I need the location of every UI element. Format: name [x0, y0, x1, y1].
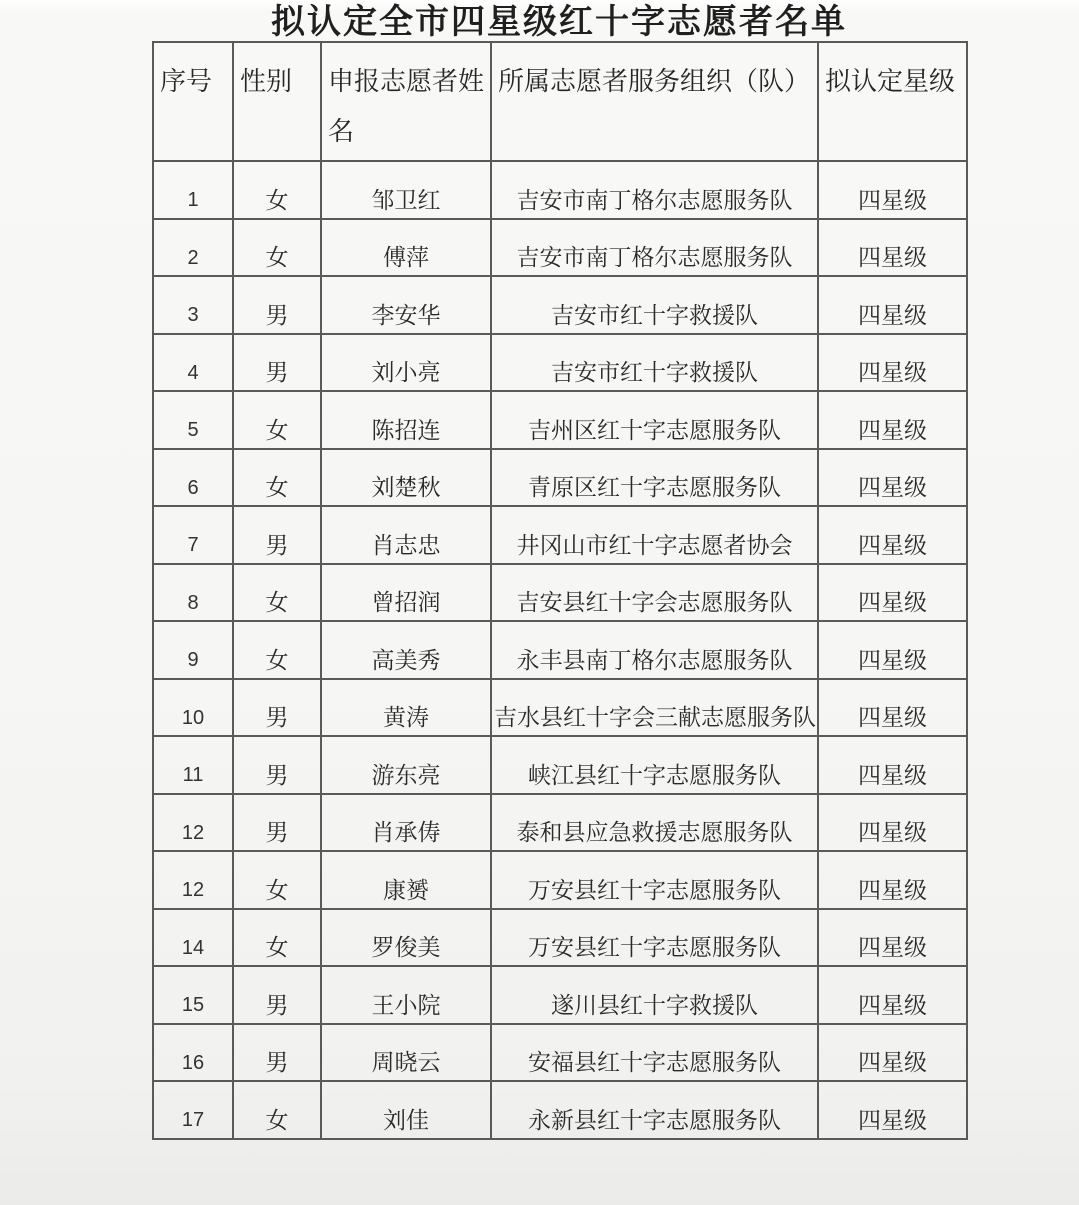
- table-cell-gender: 男: [233, 794, 321, 852]
- table-cell-serial: 12: [153, 794, 233, 852]
- table-cell-name: 刘楚秋: [321, 449, 491, 507]
- table-cell-star_level: 四星级: [818, 506, 967, 564]
- table-cell-name: 李安华: [321, 276, 491, 334]
- table-cell-gender: 女: [233, 1081, 321, 1139]
- table-cell-star_level: 四星级: [818, 966, 967, 1024]
- table-cell-star_level: 四星级: [818, 391, 967, 449]
- table-cell-gender: 男: [233, 1024, 321, 1082]
- table-cell-star_level: 四星级: [818, 334, 967, 392]
- table-cell-name: 邹卫红: [321, 161, 491, 219]
- table-cell-star_level: 四星级: [818, 564, 967, 622]
- table-cell-star_level: 四星级: [818, 161, 967, 219]
- table-row: [153, 506, 967, 564]
- table-cell-serial: 10: [153, 679, 233, 737]
- table-cell-star_level: 四星级: [818, 909, 967, 967]
- table-cell-serial: 17: [153, 1081, 233, 1139]
- table-row: [153, 966, 967, 1024]
- table-cell-organization: 井冈山市红十字志愿者协会: [491, 506, 818, 564]
- table-cell-gender: 男: [233, 506, 321, 564]
- table-cell-gender: 女: [233, 621, 321, 679]
- table-cell-serial: 11: [153, 736, 233, 794]
- table-row: [153, 1081, 967, 1139]
- table-row: [153, 909, 967, 967]
- table-cell-name: 陈招连: [321, 391, 491, 449]
- column-header: 申报志愿者姓名: [321, 42, 491, 161]
- table-cell-star_level: 四星级: [818, 794, 967, 852]
- table-cell-name: 刘佳: [321, 1081, 491, 1139]
- table-cell-gender: 女: [233, 161, 321, 219]
- table-row: [153, 334, 967, 392]
- table-cell-gender: 男: [233, 334, 321, 392]
- table-cell-star_level: 四星级: [818, 449, 967, 507]
- table-cell-serial: 1: [153, 161, 233, 219]
- table-row: [153, 621, 967, 679]
- table-cell-name: 黄涛: [321, 679, 491, 737]
- table-row: [153, 1024, 967, 1082]
- table-cell-name: 周晓云: [321, 1024, 491, 1082]
- table-cell-name: 曾招润: [321, 564, 491, 622]
- table-cell-star_level: 四星级: [818, 1024, 967, 1082]
- table-row: [153, 679, 967, 737]
- table-cell-name: 傅萍: [321, 219, 491, 277]
- table-row: [153, 276, 967, 334]
- table-row: [153, 736, 967, 794]
- table-cell-organization: 吉安市南丁格尔志愿服务队: [491, 219, 818, 277]
- table-cell-serial: 2: [153, 219, 233, 277]
- table-row: [153, 794, 967, 852]
- table-cell-serial: 3: [153, 276, 233, 334]
- table-cell-serial: 12: [153, 851, 233, 909]
- table-cell-serial: 6: [153, 449, 233, 507]
- column-header: 性别: [233, 42, 321, 161]
- table-cell-organization: 吉安市红十字救援队: [491, 334, 818, 392]
- table-cell-serial: 14: [153, 909, 233, 967]
- table-cell-serial: 7: [153, 506, 233, 564]
- table-cell-name: 游东亮: [321, 736, 491, 794]
- column-header: 所属志愿者服务组织（队）: [491, 42, 818, 161]
- table-cell-serial: 9: [153, 621, 233, 679]
- table-cell-organization: 遂川县红十字救援队: [491, 966, 818, 1024]
- table-cell-gender: 女: [233, 391, 321, 449]
- table-row: [153, 851, 967, 909]
- column-header: 序号: [153, 42, 233, 161]
- table-cell-organization: 吉安市南丁格尔志愿服务队: [491, 161, 818, 219]
- document-title: 拟认定全市四星级红十字志愿者名单: [271, 3, 847, 41]
- volunteer-roster-table: [152, 41, 968, 1140]
- table-cell-name: 肖承俦: [321, 794, 491, 852]
- table-row: [153, 161, 967, 219]
- table-cell-serial: 15: [153, 966, 233, 1024]
- header-row: [153, 42, 967, 161]
- table-cell-name: 刘小亮: [321, 334, 491, 392]
- table-cell-name: 康赟: [321, 851, 491, 909]
- table-cell-name: 罗俊美: [321, 909, 491, 967]
- table-cell-star_level: 四星级: [818, 736, 967, 794]
- table-cell-star_level: 四星级: [818, 851, 967, 909]
- table-header: [153, 42, 967, 161]
- table-cell-star_level: 四星级: [818, 276, 967, 334]
- table-row: [153, 391, 967, 449]
- table-cell-gender: 男: [233, 276, 321, 334]
- table-cell-gender: 女: [233, 909, 321, 967]
- table-cell-star_level: 四星级: [818, 1081, 967, 1139]
- table-cell-serial: 8: [153, 564, 233, 622]
- table-cell-gender: 男: [233, 966, 321, 1024]
- table-cell-name: 高美秀: [321, 621, 491, 679]
- table-cell-organization: 泰和县应急救援志愿服务队: [491, 794, 818, 852]
- table-cell-organization: 吉安市红十字救援队: [491, 276, 818, 334]
- table-cell-gender: 女: [233, 219, 321, 277]
- table-cell-organization: 安福县红十字志愿服务队: [491, 1024, 818, 1082]
- table-row: [153, 219, 967, 277]
- table-body: [153, 161, 967, 1139]
- table-cell-star_level: 四星级: [818, 621, 967, 679]
- table-cell-gender: 女: [233, 564, 321, 622]
- table-cell-gender: 男: [233, 679, 321, 737]
- table-cell-name: 肖志忠: [321, 506, 491, 564]
- table-row: [153, 449, 967, 507]
- table-cell-gender: 女: [233, 851, 321, 909]
- table-row: [153, 564, 967, 622]
- table-cell-serial: 4: [153, 334, 233, 392]
- column-header: 拟认定星级: [818, 42, 967, 161]
- table-cell-star_level: 四星级: [818, 679, 967, 737]
- table-cell-organization: 青原区红十字志愿服务队: [491, 449, 818, 507]
- table-cell-gender: 女: [233, 449, 321, 507]
- table-cell-organization: 吉安县红十字会志愿服务队: [491, 564, 818, 622]
- table-cell-organization: 万安县红十字志愿服务队: [491, 909, 818, 967]
- table-cell-organization: 永新县红十字志愿服务队: [491, 1081, 818, 1139]
- table-cell-name: 王小院: [321, 966, 491, 1024]
- table-cell-organization: 峡江县红十字志愿服务队: [491, 736, 818, 794]
- table-cell-serial: 16: [153, 1024, 233, 1082]
- table-cell-gender: 男: [233, 736, 321, 794]
- table-cell-organization: 吉水县红十字会三献志愿服务队: [491, 679, 818, 737]
- table-cell-organization: 万安县红十字志愿服务队: [491, 851, 818, 909]
- table-cell-star_level: 四星级: [818, 219, 967, 277]
- table-cell-serial: 5: [153, 391, 233, 449]
- table-cell-organization: 永丰县南丁格尔志愿服务队: [491, 621, 818, 679]
- table-cell-organization: 吉州区红十字志愿服务队: [491, 391, 818, 449]
